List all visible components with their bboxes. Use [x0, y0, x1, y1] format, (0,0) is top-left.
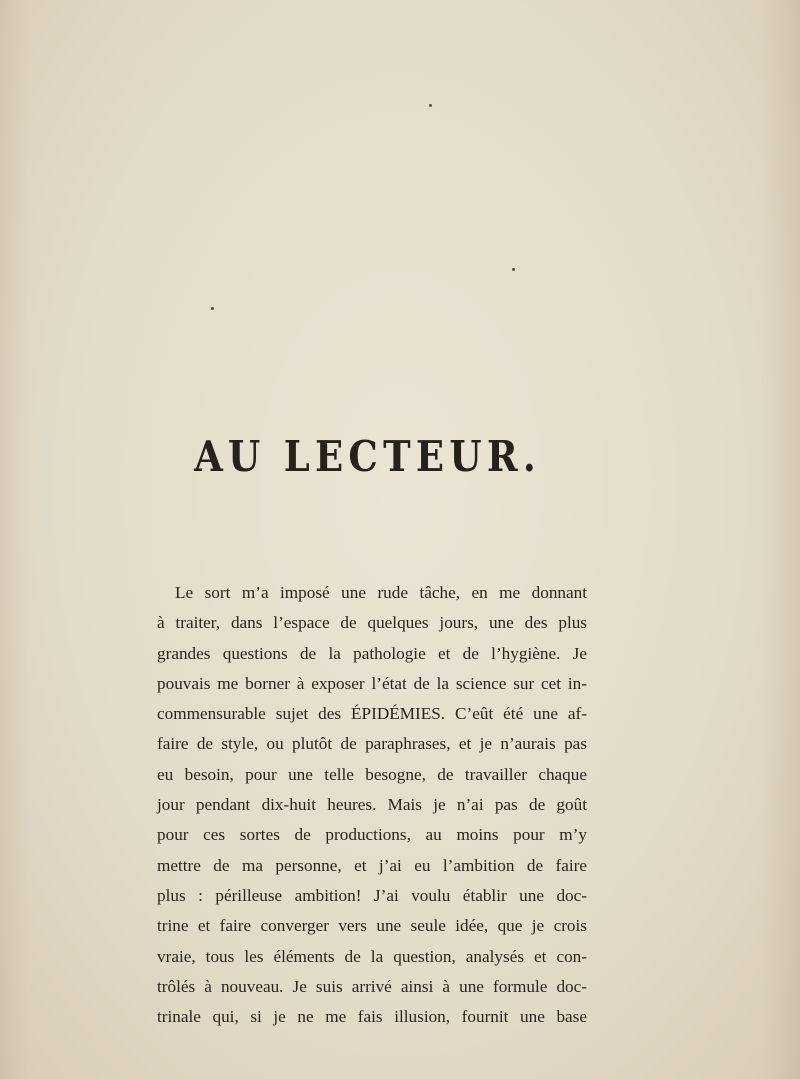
text-line: vraie, tous les éléments de la question, analysés et con- — [157, 946, 587, 966]
text-line: grandes questions de la pathologie et de l’hygiène. Je — [157, 643, 587, 663]
text-line: pour ces sortes de productions, au moins pour m’y — [157, 825, 587, 845]
text-line: à traiter, dans l’espace de quelques jours, une des plus — [157, 613, 587, 633]
text-line: trine et faire converger vers une seule idée, que je crois — [157, 916, 587, 936]
paper-speck — [429, 104, 432, 107]
text-line: jour pendant dix-huit heures. Mais je n’ai pas de goût — [157, 795, 587, 815]
page-gutter-shadow — [0, 0, 30, 1079]
page-title: AU LECTEUR. — [194, 432, 542, 481]
body-paragraph — [157, 578, 587, 1032]
text-line: pouvais me borner à exposer l’état de la science sur cet in- — [157, 673, 587, 693]
text-line: trôlés à nouveau. Je suis arrivé ainsi à une formule doc- — [157, 976, 587, 996]
paper-speck — [211, 307, 214, 310]
text-line: Le sort m’a imposé une rude tâche, en me donnant — [175, 583, 587, 602]
text-line: commensurable sujet des ÉPIDÉMIES. C’eût été une af- — [157, 704, 587, 724]
text-line: faire de style, ou plutôt de paraphrases, et je n’aurais pas — [157, 734, 587, 754]
text-line: mettre de ma personne, et j’ai eu l’ambition de faire — [157, 855, 587, 875]
text-line: eu besoin, pour une telle besogne, de travailler chaque — [157, 764, 587, 784]
paper-speck — [512, 268, 515, 271]
text-line: plus : périlleuse ambition! J’ai voulu établir une doc- — [157, 885, 587, 905]
page-edge-shadow — [760, 0, 800, 1079]
text-line: trinale qui, si je ne me fais illusion, fournit une base — [157, 1007, 587, 1027]
